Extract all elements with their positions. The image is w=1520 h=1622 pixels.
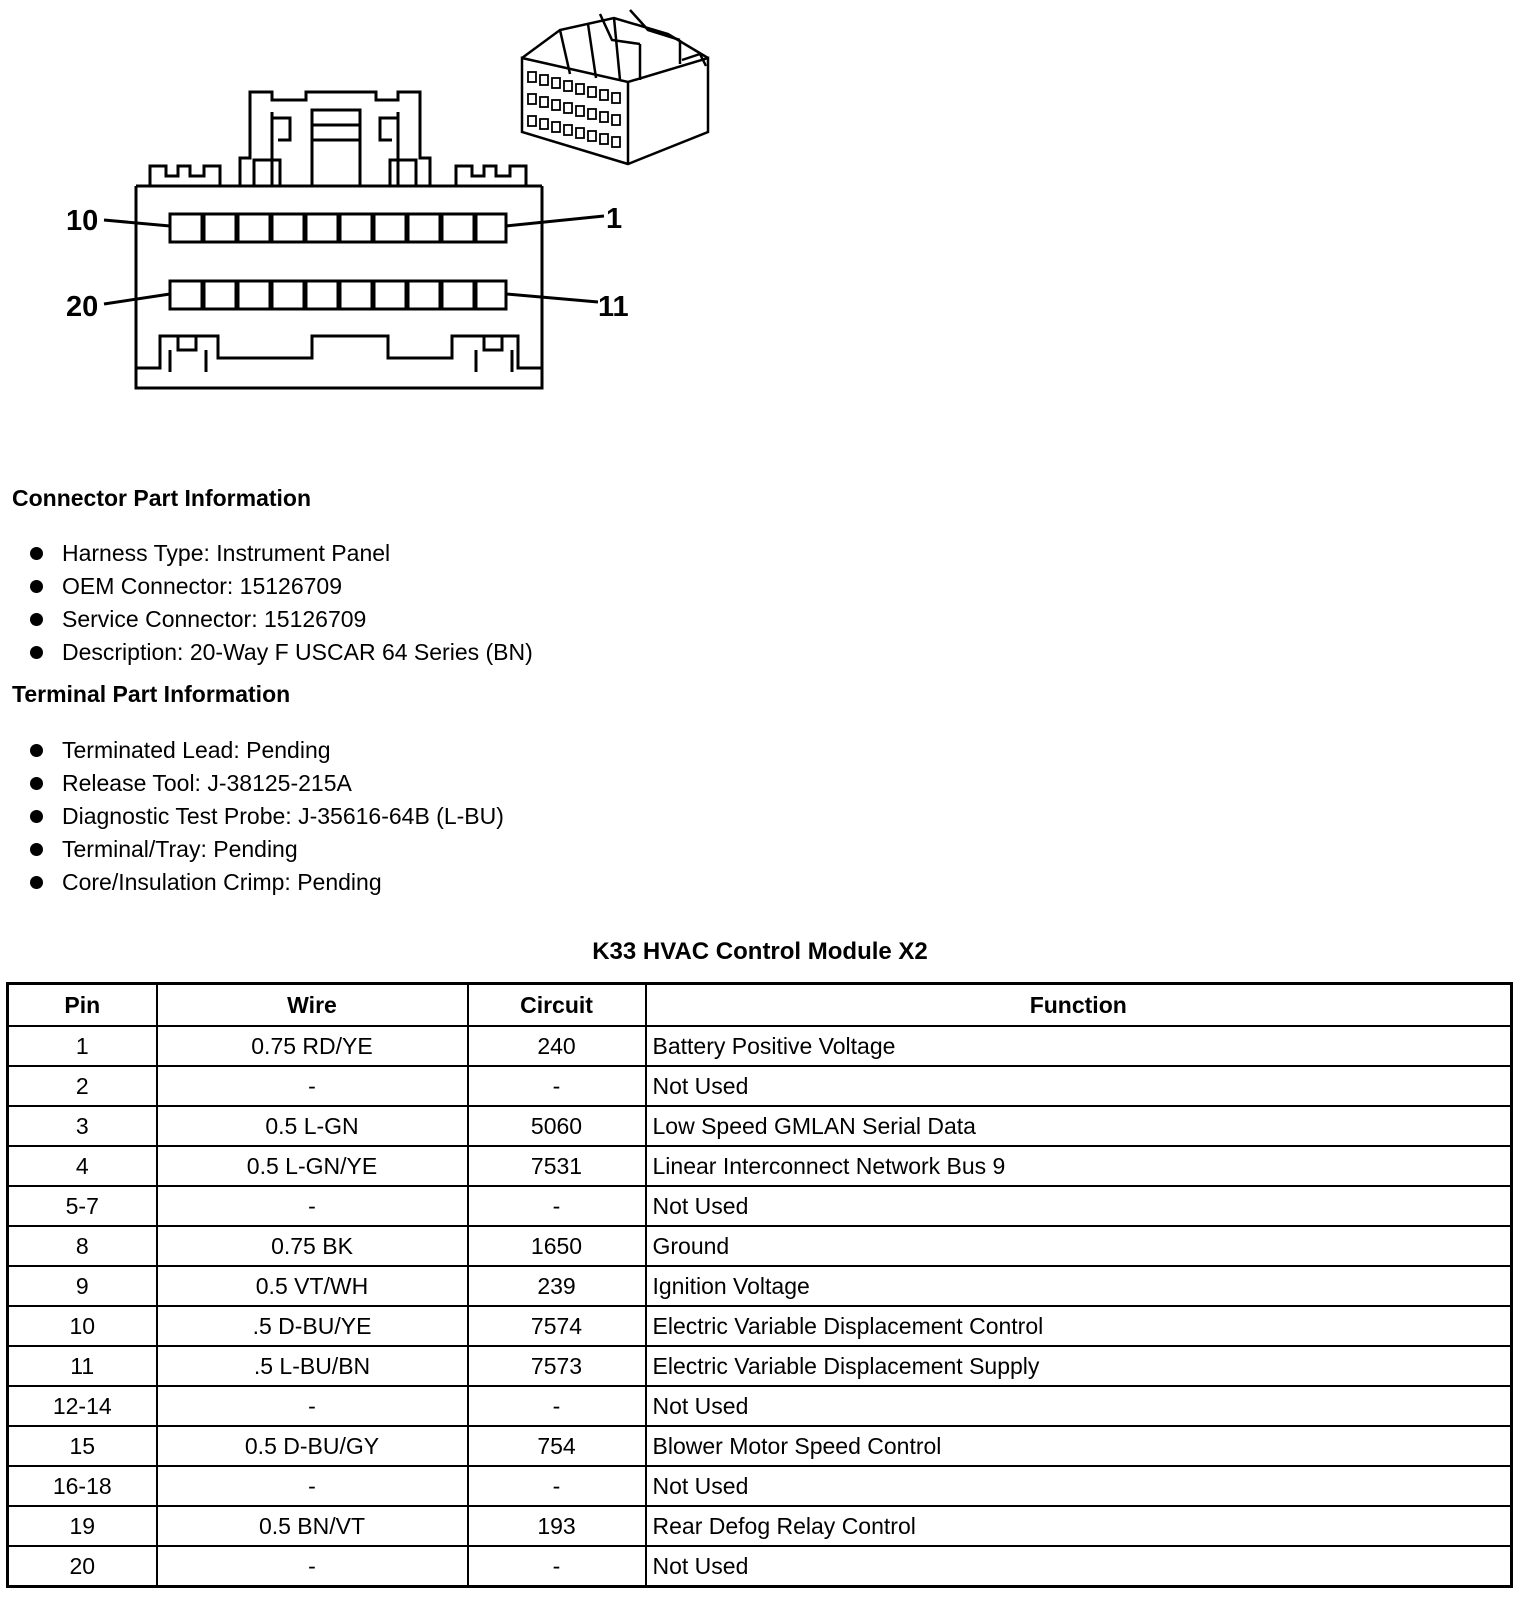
table-row: [8, 1226, 1512, 1266]
cell-pin: 11: [8, 1346, 157, 1386]
cell-function: Rear Defog Relay Control: [646, 1506, 1512, 1546]
table-header-row: [8, 984, 1512, 1027]
table-row: [8, 1426, 1512, 1466]
list-item: Terminal/Tray: Pending: [28, 833, 504, 866]
connector-info-list: [28, 537, 533, 669]
cell-wire: -: [157, 1546, 468, 1587]
list-item: Service Connector: 15126709: [28, 603, 533, 636]
cell-circuit: 239: [468, 1266, 646, 1306]
cell-function: Blower Motor Speed Control: [646, 1426, 1512, 1466]
table-body: [8, 1026, 1512, 1587]
cell-pin: 15: [8, 1426, 157, 1466]
header-function: Function: [646, 984, 1512, 1027]
cell-pin: 20: [8, 1546, 157, 1587]
cell-circuit: 7574: [468, 1306, 646, 1346]
table-row: [8, 1306, 1512, 1346]
cell-circuit: 7531: [468, 1146, 646, 1186]
cell-function: Battery Positive Voltage: [646, 1026, 1512, 1066]
cell-pin: 1: [8, 1026, 157, 1066]
cell-pin: 8: [8, 1226, 157, 1266]
cell-circuit: 240: [468, 1026, 646, 1066]
table-row: [8, 1186, 1512, 1226]
cell-wire: 0.5 L-GN: [157, 1106, 468, 1146]
cell-pin: 10: [8, 1306, 157, 1346]
list-item: Harness Type: Instrument Panel: [28, 537, 533, 570]
cell-circuit: 1650: [468, 1226, 646, 1266]
cell-pin: 3: [8, 1106, 157, 1146]
cell-circuit: -: [468, 1186, 646, 1226]
cell-function: Electric Variable Displacement Supply: [646, 1346, 1512, 1386]
connector-isometric-view: [522, 10, 708, 164]
cell-pin: 16-18: [8, 1466, 157, 1506]
header-circuit: Circuit: [468, 984, 646, 1027]
cell-function: Not Used: [646, 1466, 1512, 1506]
cell-function: Low Speed GMLAN Serial Data: [646, 1106, 1512, 1146]
pin-label-20: 20: [66, 291, 99, 323]
cell-circuit: 193: [468, 1506, 646, 1546]
cell-wire: -: [157, 1466, 468, 1506]
pin-label-1: 1: [606, 203, 623, 235]
cell-function: Not Used: [646, 1386, 1512, 1426]
pin-label-11: 11: [598, 291, 629, 323]
header-pin: Pin: [8, 984, 157, 1027]
cell-function: Not Used: [646, 1066, 1512, 1106]
cell-wire: 0.5 D-BU/GY: [157, 1426, 468, 1466]
list-item: Release Tool: J-38125-215A: [28, 767, 504, 800]
terminal-info-heading: Terminal Part Information: [12, 681, 291, 707]
cell-wire: -: [157, 1186, 468, 1226]
cavity-row-top: [170, 214, 506, 242]
cell-circuit: -: [468, 1546, 646, 1587]
cell-wire: .5 L-BU/BN: [157, 1346, 468, 1386]
terminal-info-list: [28, 734, 504, 899]
connector-diagram: [0, 0, 720, 410]
list-item: OEM Connector: 15126709: [28, 570, 533, 603]
cell-circuit: 5060: [468, 1106, 646, 1146]
cell-wire: 0.75 BK: [157, 1226, 468, 1266]
cell-pin: 12-14: [8, 1386, 157, 1426]
cavity-row-bottom: [170, 281, 506, 309]
pin-label-10: 10: [66, 205, 99, 237]
cell-wire: 0.75 RD/YE: [157, 1026, 468, 1066]
table-row: [8, 1466, 1512, 1506]
connector-info-heading: Connector Part Information: [12, 485, 312, 511]
table-row: [8, 1386, 1512, 1426]
table-row: [8, 1266, 1512, 1306]
cell-pin: 5-7: [8, 1186, 157, 1226]
cell-circuit: -: [468, 1386, 646, 1426]
list-item: Diagnostic Test Probe: J-35616-64B (L-BU): [28, 800, 504, 833]
cell-wire: 0.5 VT/WH: [157, 1266, 468, 1306]
cell-wire: -: [157, 1386, 468, 1426]
connector-face: [104, 92, 604, 388]
header-wire: Wire: [157, 984, 468, 1027]
table-row: [8, 1546, 1512, 1587]
cell-circuit: -: [468, 1466, 646, 1506]
list-item: Core/Insulation Crimp: Pending: [28, 866, 504, 899]
cell-circuit: 7573: [468, 1346, 646, 1386]
table-row: [8, 1026, 1512, 1066]
cell-pin: 9: [8, 1266, 157, 1306]
table-title: K33 HVAC Control Module X2: [592, 938, 928, 965]
pinout-table: [6, 982, 1513, 1588]
cell-pin: 19: [8, 1506, 157, 1546]
cell-circuit: 754: [468, 1426, 646, 1466]
cell-wire: 0.5 BN/VT: [157, 1506, 468, 1546]
cell-function: Not Used: [646, 1186, 1512, 1226]
cell-wire: .5 D-BU/YE: [157, 1306, 468, 1346]
cell-function: Ground: [646, 1226, 1512, 1266]
cell-wire: 0.5 L-GN/YE: [157, 1146, 468, 1186]
cell-function: Ignition Voltage: [646, 1266, 1512, 1306]
table-row: [8, 1146, 1512, 1186]
table-row: [8, 1346, 1512, 1386]
table-row: [8, 1506, 1512, 1546]
table-row: [8, 1106, 1512, 1146]
cell-function: Not Used: [646, 1546, 1512, 1587]
cell-circuit: -: [468, 1066, 646, 1106]
cell-wire: -: [157, 1066, 468, 1106]
list-item: Terminated Lead: Pending: [28, 734, 504, 767]
cell-pin: 2: [8, 1066, 157, 1106]
table-row: [8, 1066, 1512, 1106]
cell-function: Linear Interconnect Network Bus 9: [646, 1146, 1512, 1186]
cell-function: Electric Variable Displacement Control: [646, 1306, 1512, 1346]
list-item: Description: 20-Way F USCAR 64 Series (BN): [28, 636, 533, 669]
cell-pin: 4: [8, 1146, 157, 1186]
